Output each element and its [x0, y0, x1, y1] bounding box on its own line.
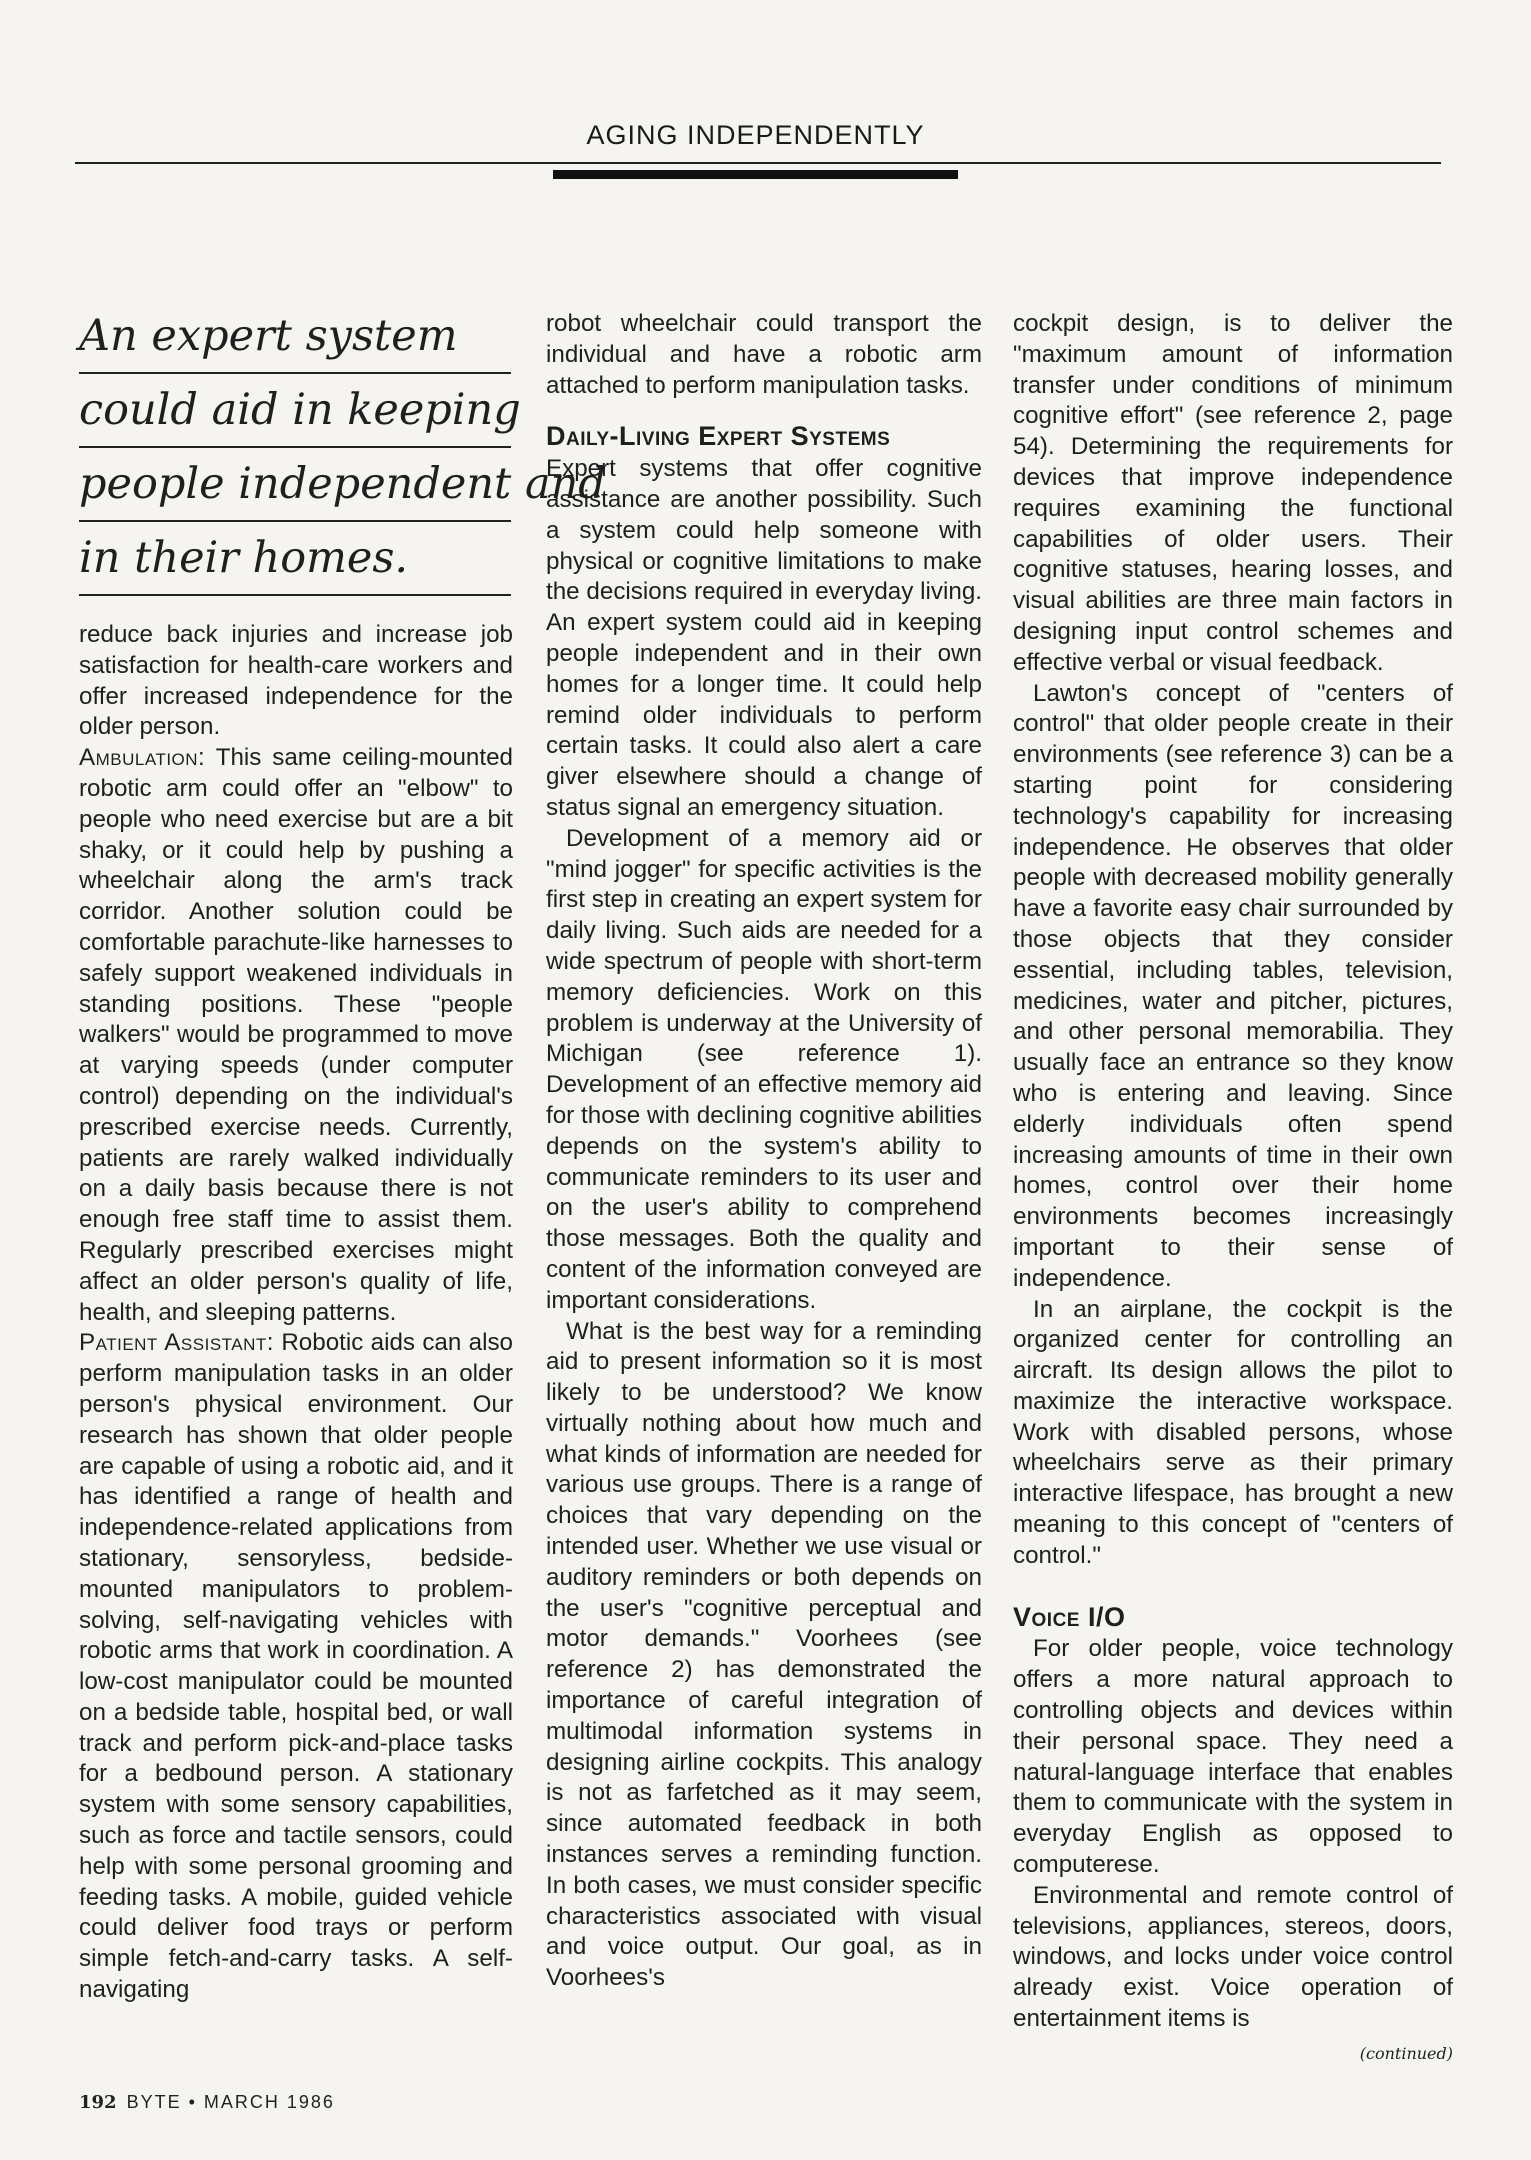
page-number: 192 [79, 2092, 117, 2113]
paragraph: What is the best way for a reminding aid to present information so it is most likely to be understood? We know virtually nothing about how much and what kinds of information are needed for various use groups. There is a range of choices that vary depending on the intended user. Whether we use visual or auditory reminders or both depends on the user's "cognitive perceptual and motor demands." Voorhees (see reference 2) has demonstrated the importance of careful integration of multimodal information systems in designing airline cockpits. This analogy is not as farfetched as it may seem, since automated feedback in both instances serves a reminding function. In both cases, we must consider specific characteristics associated with visual and voice output. Our goal, as in Voorhees's [546, 1317, 982, 1992]
paragraph: reduce back injuries and increase job satisfaction for health-care workers and offer increased independence for the older person. [79, 621, 513, 741]
pull-quote-line: could aid in keeping [79, 374, 511, 448]
paragraph: cockpit design, is to deliver the "maximum amount of information transfer under conditions of minimum cognitive effort" (see reference 2, page 54). Determining the requirements for devices that improve independence requires examining the functional capabilities of older users. Their cognitive statuses, hearing losses, and visual abilities are three main factors in designing input control schemes and effective verbal or visual feedback. [1013, 310, 1453, 676]
paragraph-text: Robotic aids can also perform manipulation tasks in an older person's physical environment. Our research has shown that older people are capable of using a robotic aid, and it has identified a range of health and independence-related applications from stationary, sensoryless, bedside-mounted manipulators to problem-solving, self-navigating vehicles with robotic arms that work in coordination. A low-cost manipulator could be mounted on a bedside table, hospital bed, or wall track and perform pick-and-place tasks for a bedbound person. A stationary system with some sensory capabilities, such as force and tactile sensors, could help with some personal grooming and feeding tasks. A mobile, guided vehicle could deliver food trays or perform simple fetch-and-carry tasks. A self-navigating [79, 1329, 513, 2004]
paragraph: Environmental and remote control of televisions, appliances, stereos, doors, windows, and locks under voice control already exist. Voice operation of entertainment items is [1013, 1881, 1453, 2033]
run-in-head: Ambulation: [79, 744, 206, 772]
header-bar [553, 170, 958, 179]
paragraph: In an airplane, the cockpit is the organized center for controlling an aircraft. Its design allows the pilot to maximize the interactive workspace. Work with disabled persons, whose wheelchairs serve as their primary interactive lifespace, has brought a new meaning to this concept of "centers of control." [1013, 1295, 1453, 1569]
pull-quote [79, 300, 606, 596]
run-in-head: Patient Assistant: [79, 1329, 275, 1357]
publication-line: BYTE • MARCH 1986 [126, 2092, 335, 2112]
continued-note: (continued) [1359, 2043, 1453, 2063]
column-1 [79, 620, 513, 2006]
column-3 [1013, 309, 1453, 2070]
paragraph-text: This same ceiling-mounted robotic arm could offer an "elbow" to people who need exercise but are a bit shaky, or it could help by pushing a wheelchair along the arm's track corridor. Another solution could be comfortable parachute-like harnesses to safely support weakened individuals in standing positions. These "people walkers" would be programmed to move at varying speeds (under computer control) depending on the individual's prescribed exercise needs. Currently, patients are rarely walked individually on a daily basis because there is not enough free staff time to assist them. Regularly prescribed exercises might affect an older person's quality of life, health, and sleeping patterns. [79, 744, 513, 1326]
paragraph: Development of a memory aid or "mind jogger" for specific activities is the first step in creating an expert system for daily living. Such aids are needed for a wide spectrum of people with short-term memory deficiencies. Work on this problem is underway at the University of Michigan (see reference 1). Development of an effective memory aid for those with declining cognitive abilities depends on the system's ability to communicate reminders to its user and on the user's ability to comprehend those messages. Both the quality and content of the information conveyed are important considerations. [546, 824, 982, 1314]
paragraph-ambulation [79, 743, 513, 1328]
paragraph: For older people, voice technology offers a more natural approach to controlling objects and devices within their personal space. They need a natural-language interface that enables them to communicate with the system in everyday English as opposed to computerese. [1013, 1635, 1453, 1879]
subheading: Daily-Living Expert Systems [546, 421, 891, 452]
paragraph-patient-assistant [79, 1328, 513, 2006]
pull-quote-line: An expert system [79, 300, 511, 374]
running-header: AGING INDEPENDENTLY [586, 120, 925, 150]
paragraph: robot wheelchair could transport the individual and have a robotic arm attached to perform manipulation tasks. [546, 310, 982, 399]
column-2 [546, 309, 982, 1994]
pull-quote-line: in their homes. [79, 522, 511, 596]
page-footer [79, 2092, 335, 2113]
paragraph: Lawton's concept of "centers of control" that older people create in their environments (see reference 3) can be a starting point for considering technology's capability for increasing independence. He observes that older people with decreased mobility generally have a favorite easy chair surrounded by those objects that they consider essential, including tables, television, medicines, water and pitcher, pictures, and other personal memorabilia. They usually face an entrance so they know who is entering and leaving. Since elderly individuals often spend increasing amounts of time in their own homes, control over their home environments becomes increasingly important to their sense of independence. [1013, 679, 1453, 1292]
header-rule [75, 162, 1441, 164]
pull-quote-line: people independent and [79, 448, 511, 522]
subheading: Voice I/O [1013, 1601, 1126, 1632]
paragraph: Expert systems that offer cognitive assistance are another possibility. Such a system could help someone with physical or cognitive limitations to make the decisions required in everyday living. An expert system could aid in keeping people independent and in their own homes for a longer time. It could help remind older individuals to perform certain tasks. It could also alert a care giver elsewhere should a change of status signal an emergency situation. [546, 455, 982, 821]
